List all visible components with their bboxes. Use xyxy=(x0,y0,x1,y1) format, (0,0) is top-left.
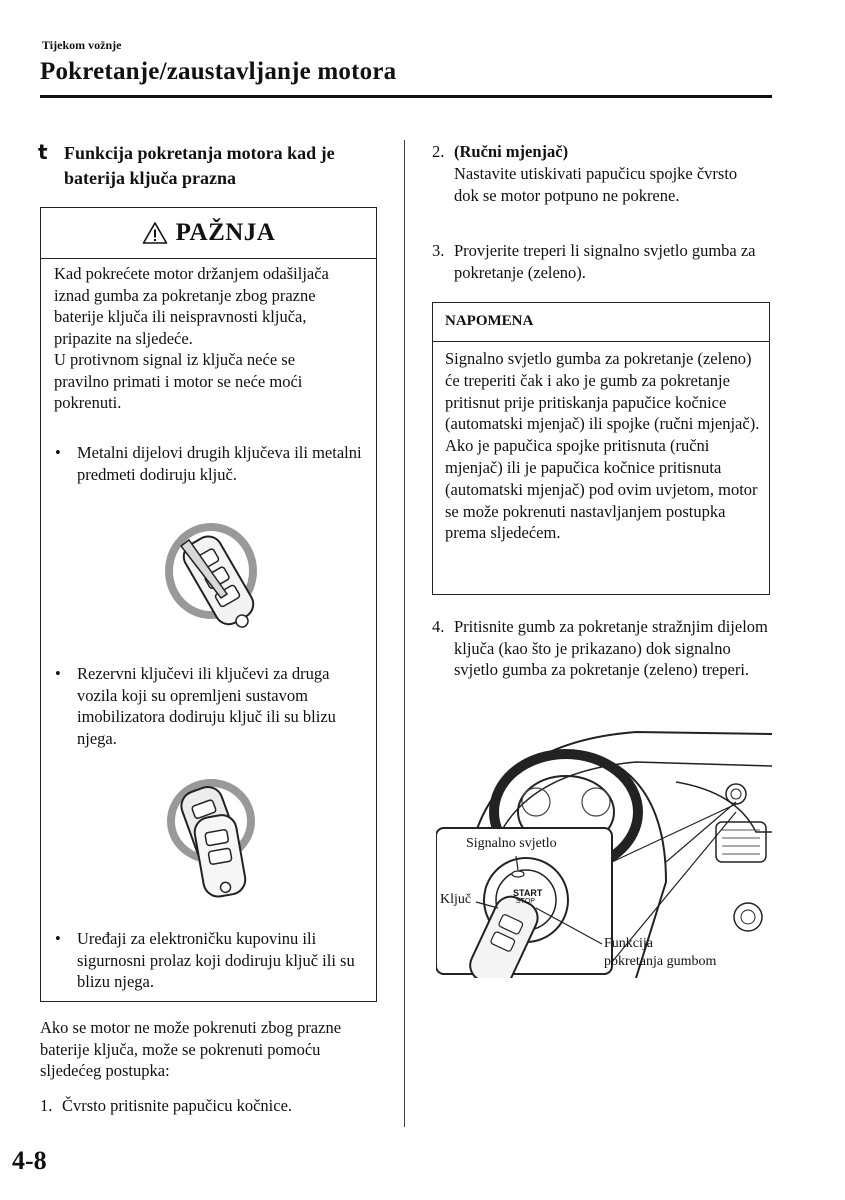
label-function-2: pokretanja gumbom xyxy=(604,954,717,969)
stop-button-text: STOP xyxy=(516,898,535,905)
page-title: Pokretanje/zaustavljanje motora xyxy=(40,58,397,85)
after-caution-text: Ako se motor ne može pokrenuti zbog prazne baterije ključa, može se pokrenuti pomoću sljedećeg postupka: xyxy=(40,1018,342,1080)
column-divider xyxy=(404,140,405,1127)
step-4-text: Pritisnite gumb za pokretanje stražnjim dijelom ključa (kao što je prikazano) dok signalno svjetlo gumba za pokretanje (zeleno) treperi. xyxy=(454,617,768,679)
label-key: Ključ xyxy=(440,892,472,907)
step-3-number: 3. xyxy=(432,241,445,260)
step-1-number: 1. xyxy=(40,1096,53,1115)
start-button-text: START xyxy=(513,888,543,898)
title-rule xyxy=(40,95,772,98)
bullet-text: Metalni dijelovi drugih ključeva ili metalni predmeti dodiruju ključ. xyxy=(77,443,362,484)
label-signal-light: Signalno svjetlo xyxy=(466,836,557,851)
step-1-text: Čvrsto pritisnite papučicu kočnice. xyxy=(62,1096,293,1115)
start-button-illustration xyxy=(436,722,772,978)
label-function-1: Funkcija xyxy=(604,936,653,951)
key-with-metal-object-illustration xyxy=(161,516,271,641)
key-with-spare-key-illustration xyxy=(159,776,269,906)
bullet-dot: • xyxy=(55,929,61,948)
bullet-text: Rezervni ključevi ili ključevi za druga vozila koji su opremljeni sustavom imobilizatora dodiruju ključ ili su blizu njega. xyxy=(77,664,336,748)
step-2-text: Nastavite utiskivati papučicu spojke čvrsto dok se motor potpuno ne pokrene. xyxy=(454,164,738,205)
caution-header xyxy=(41,208,376,259)
step-2-number: 2. xyxy=(432,142,445,161)
section-label: Tijekom vožnje xyxy=(42,38,122,52)
note-header xyxy=(433,303,769,342)
note-body: Signalno svjetlo gumba za pokretanje (zeleno) će treperiti čak i ako je gumb za pokretanje pritisnut prije pritiskanja papučice kočnice (automatski mjenjač) ili spojke (ručni mjenjač). Ako je papučica spojke pritisnuta (ručni mjenjač) ili je papučica kočnice pritisnuta (automatski mjenjač) pod ovim uvjetom, motor se može pokrenuti nastavljanjem postupka prema sljedećem. xyxy=(445,349,760,543)
note-box xyxy=(432,302,770,595)
note-title: NAPOMENA xyxy=(445,313,534,329)
bullet-dot: • xyxy=(55,664,61,683)
bullet-text: Uređaji za elektroničku kupovinu ili sigurnosni prolaz koji dodiruju ključ ili su blizu njega. xyxy=(77,929,355,991)
caution-box xyxy=(40,207,377,1002)
caution-intro-2: U protivnom signal iz ključa neće se pravilno primati i motor se neće moći pokrenuti. xyxy=(54,350,303,412)
heading-marker: t xyxy=(38,140,48,164)
step-2-title: (Ručni mjenjač) xyxy=(454,142,569,161)
page-number: 4-8 xyxy=(12,1146,47,1175)
bullet-dot: • xyxy=(55,443,61,462)
step-3-text: Provjerite treperi li signalno svjetlo gumba za pokretanje (zeleno). xyxy=(454,241,756,282)
caution-title: PAŽNJA xyxy=(175,219,276,246)
caution-intro: Kad pokrećete motor držanjem odašiljača iznad gumba za pokretanje zbog prazne baterije ključa ili neispravnosti ključa, pripazite na sljedeće. xyxy=(54,264,329,348)
step-4-number: 4. xyxy=(432,617,445,636)
caution-body xyxy=(54,263,366,414)
warning-triangle-icon xyxy=(142,221,168,245)
section-heading: Funkcija pokretanja motora kad je baterija ključa prazna xyxy=(64,143,335,188)
